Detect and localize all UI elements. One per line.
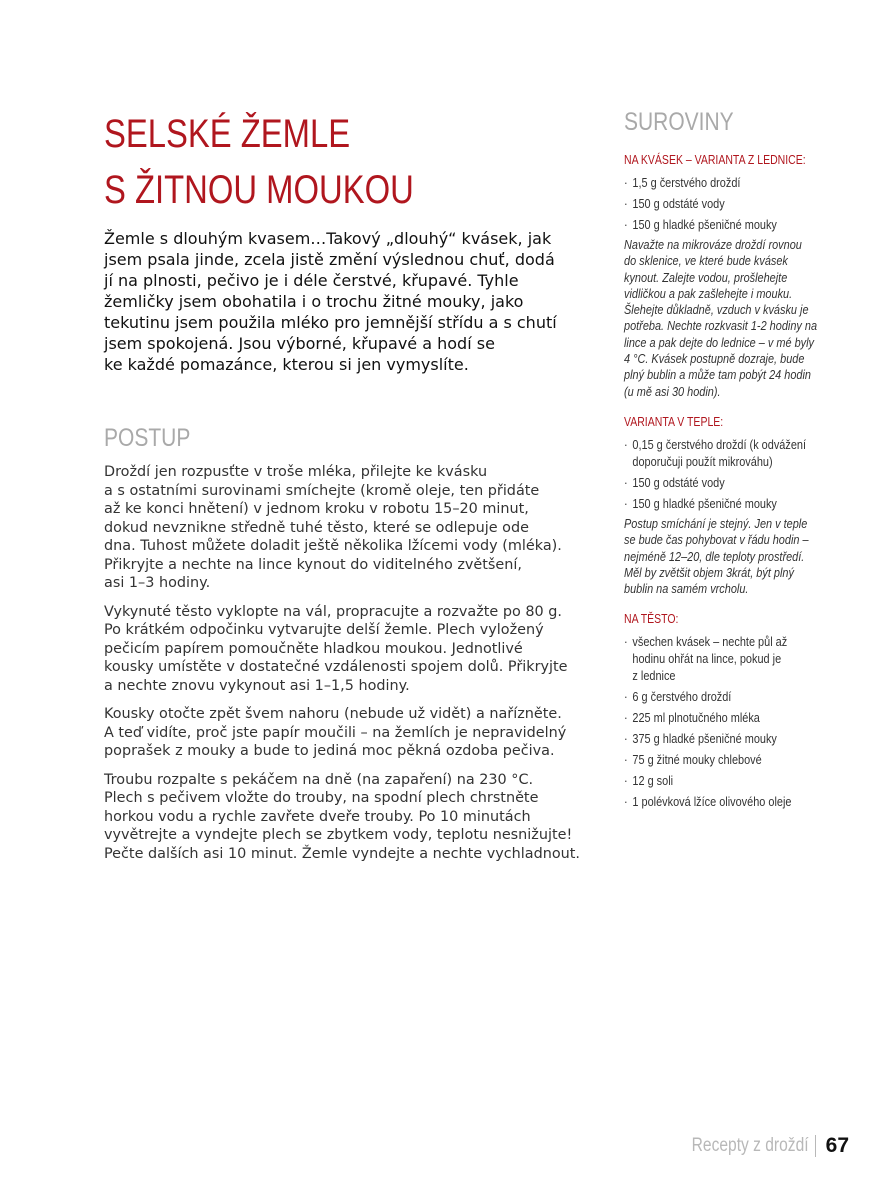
ingredient-item: · všechen kvásek – nechte půl až hodinu ohřát na lince, pokud je z lednice xyxy=(624,634,788,684)
ingredients-column xyxy=(624,152,844,824)
step-line: horkou vodu a rychle zavřete dveře trouby. Po 10 minutách xyxy=(104,808,531,825)
step-line: A teď vidíte, proč jste papír moučili – na žemlích je nepravidelný xyxy=(104,724,567,741)
step-line: Vykynuté těsto vyklopte na vál, propracujte a rozvažte po 80 g. xyxy=(104,603,562,620)
ingredient-item: · 150 g hladké pšeničné mouky xyxy=(624,495,777,511)
ingredient-item: · 12 g soli xyxy=(624,773,674,789)
step-paragraph-3 xyxy=(104,705,584,761)
ingredient-item: · 0,15 g čerstvého droždí (k odvážení doporučuji použít mikrováhu) xyxy=(624,436,807,469)
kvasek-note: Navažte na mikrováze droždí rovnou do sklenice, ve které bude kvásek kynout. Zalejte vodou, prošlehejte vidličkou a pak zašlehejte i mouku. Šlehejte důkladně, vzduch v kvásku je potřeba. Nechte rozkvasit 1-2 hodiny na lince a pak dejte do lednice – v mé byly 4 °C. Kvásek postupně dozraje, bude plný bublin a může tam pobýt 24 hodin (u mě asi 30 hodin). xyxy=(624,237,818,399)
suroviny-heading: SUROVINY xyxy=(624,108,734,136)
recipe-title xyxy=(104,106,465,218)
step-line: asi 1–3 hodiny. xyxy=(104,575,211,591)
intro-paragraph xyxy=(104,228,586,375)
intro-line: Žemle s dlouhým kvasem…Takový „dlouhý“ kvásek, jak xyxy=(104,229,552,248)
kvasek-list xyxy=(624,174,844,233)
ingredient-item: · 1 polévková lžíce olivového oleje xyxy=(624,794,792,810)
book-title: Recepty z droždí xyxy=(691,1135,809,1156)
step-paragraph-4 xyxy=(104,771,584,864)
intro-line: žemličky jsem obohatila i o trochu žitné mouky, jako xyxy=(104,292,524,311)
ingredient-item: · 75 g žitné mouky chlebové xyxy=(624,752,762,768)
step-line: a nechte znovu vykynout asi 1–1,5 hodiny. xyxy=(104,677,410,694)
step-line: vyvětrejte a vyndejte plech se zbytkem vody, teplotu nesnižujte! xyxy=(104,827,573,843)
ingredient-item: · 6 g čerstvého droždí xyxy=(624,689,732,705)
step-line: a s ostatními surovinami smíchejte (kromě oleje, ten přidáte xyxy=(104,482,540,499)
footer-divider xyxy=(815,1135,816,1157)
postup-steps xyxy=(104,463,584,873)
ingredient-item: · 225 ml plnotučného mléka xyxy=(624,710,760,726)
page-footer xyxy=(666,1134,849,1158)
teple-note: Postup smíchání je stejný. Jen v teple se bude čas pohybovat v řádu hodin – nejméně 12–20, dle teploty prostředí. Měl by zvětšit objem 3krát, být plný bublin na samém vrcholu. xyxy=(624,515,809,597)
intro-line: jí na plnosti, pečivo je i déle čerstvé, křupavé. Tyhle xyxy=(104,271,519,290)
step-line: poprašek z mouky a bude to jediná moc pěkná ozdoba pečiva. xyxy=(104,743,555,759)
title-line-1: SELSKÉ ŽEMLE xyxy=(104,112,351,156)
intro-line: tekutinu jsem použila mléko pro jemnější střídu a s chutí xyxy=(104,313,557,332)
intro-line: ke každé pomazánce, kterou si jen vymyslíte. xyxy=(104,355,469,374)
step-line: dna. Tuhost můžete doladit ještě několika lžícemi vody (mléka). xyxy=(104,538,562,554)
testo-block xyxy=(624,611,844,810)
intro-line: jsem psala jinde, zcela jistě změní výslednou chuť, dodá xyxy=(104,250,555,269)
postup-heading: POSTUP xyxy=(104,424,191,452)
step-line: Přikryjte a nechte na lince kynout do viditelného zvětšení, xyxy=(104,556,522,573)
page-number: 67 xyxy=(825,1134,849,1157)
step-line: pečicím papírem pomoučněte hladkou moukou. Jednotlivé xyxy=(104,640,523,657)
ingredient-item: · 150 g odstáté vody xyxy=(624,196,725,211)
testo-list xyxy=(624,633,844,810)
ingredient-item: · 1,5 g čerstvého droždí xyxy=(624,175,741,190)
step-line: Pečte dalších asi 10 minut. Žemle vyndejte a nechte vychladnout. xyxy=(104,845,580,862)
teple-block xyxy=(624,414,844,597)
step-line: Droždí jen rozpusťte v troše mléka, přilejte ke kvásku xyxy=(104,464,488,480)
step-line: Po krátkém odpočinku vytvarujte delší žemle. Plech vyložený xyxy=(104,622,544,638)
ingredient-item: · 150 g hladké pšeničné mouky xyxy=(624,217,777,232)
kvasek-heading: NA KVÁSEK – VARIANTA Z LEDNICE: xyxy=(624,153,806,167)
kvasek-block xyxy=(624,152,844,400)
step-line: dokud nevznikne středně tuhé těsto, které se odlepuje ode xyxy=(104,519,529,536)
step-line: až ke konci hnětení) v jednom kroku v robotu 15–20 minut, xyxy=(104,501,529,517)
step-paragraph-1 xyxy=(104,463,584,593)
step-line: Kousky otočte zpět švem nahoru (nebude už vidět) a nařízněte. xyxy=(104,706,562,722)
step-line: kousky umístěte v dostatečné vzdálenosti spojem dolů. Přikryjte xyxy=(104,659,568,675)
teple-list xyxy=(624,436,844,512)
ingredient-item: · 375 g hladké pšeničné mouky xyxy=(624,731,777,747)
ingredient-item: · 150 g odstáté vody xyxy=(624,474,725,490)
intro-line: jsem spokojená. Jsou výborné, křupavé a hodí se xyxy=(104,334,495,353)
step-paragraph-2 xyxy=(104,603,584,696)
step-line: Plech s pečivem vložte do trouby, na spodní plech chrstněte xyxy=(104,790,539,806)
title-line-2: S ŽITNOU MOUKOU xyxy=(104,168,414,212)
step-line: Troubu rozpalte s pekáčem na dně (na zapaření) na 230 °C. xyxy=(104,771,534,788)
teple-heading: VARIANTA V TEPLE: xyxy=(624,414,724,429)
testo-heading: NA TĚSTO: xyxy=(624,612,679,627)
